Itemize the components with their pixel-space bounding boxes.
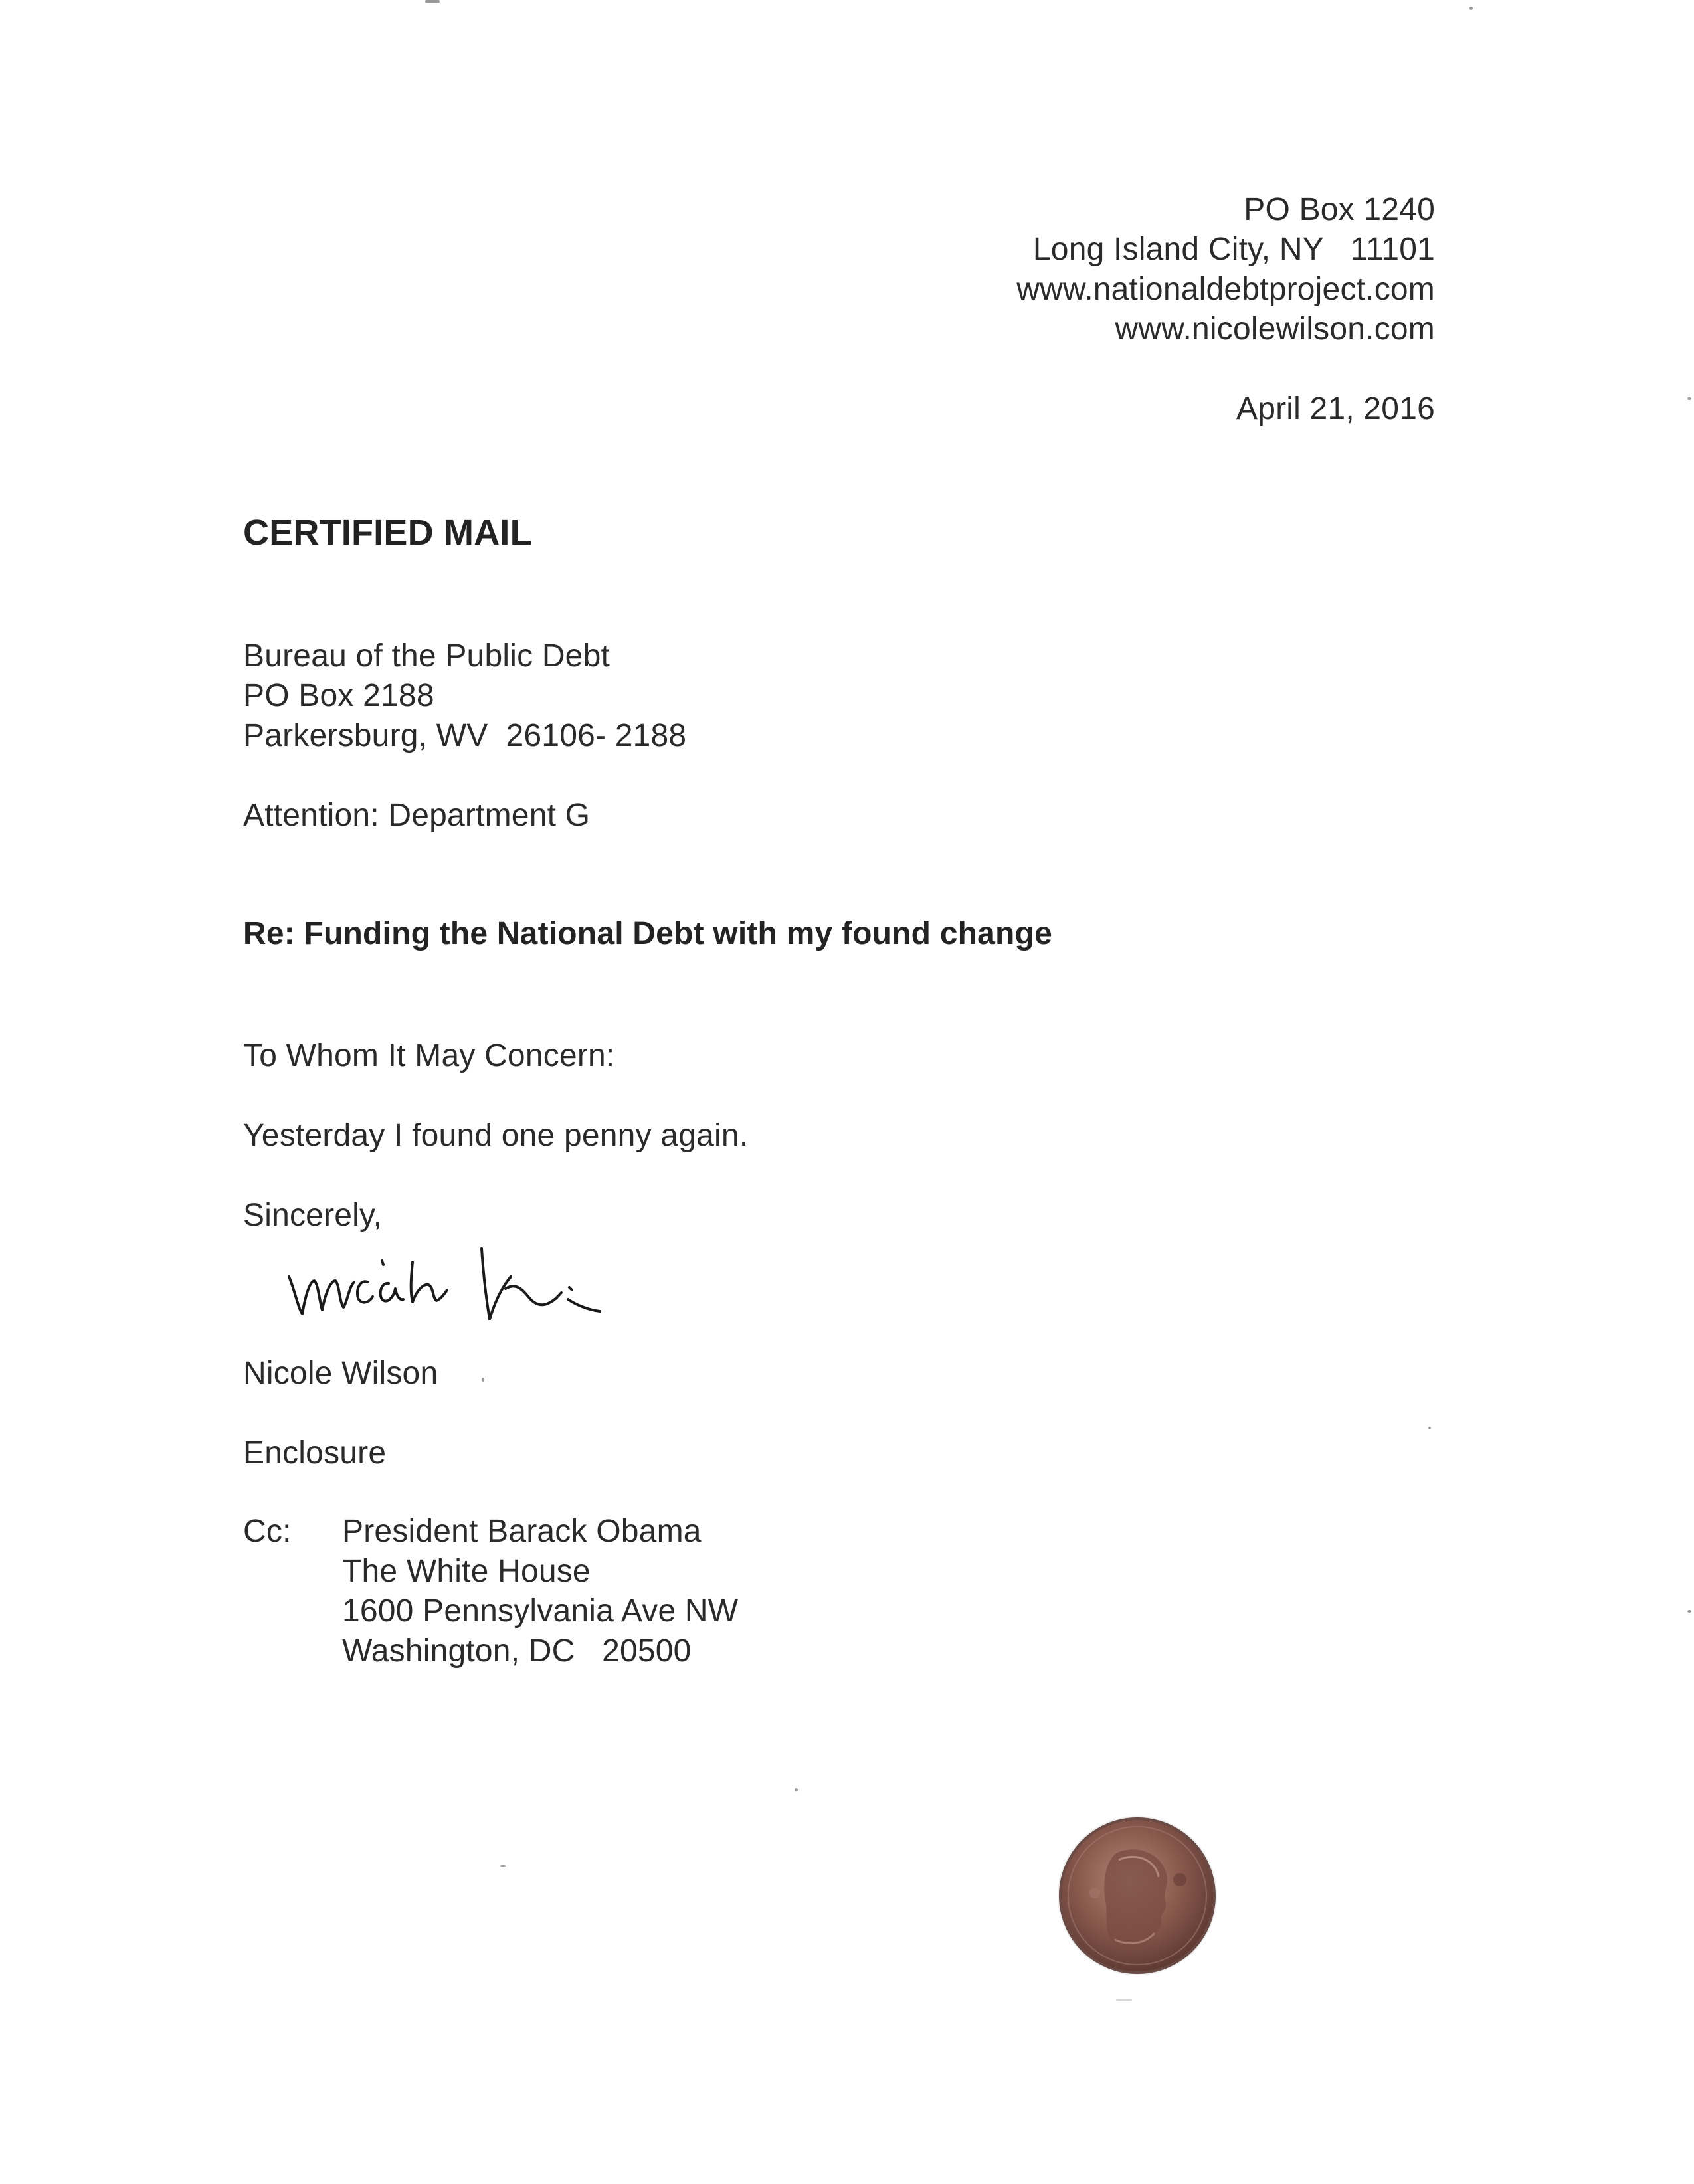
salutation: To Whom It May Concern:: [243, 1038, 615, 1073]
sender-address-block: [1016, 190, 1435, 349]
scan-speck: [482, 1378, 484, 1382]
subject-line: Re: Funding the National Debt with my found change: [243, 916, 1052, 951]
cc-line: The White House: [342, 1554, 591, 1589]
scan-speck: [1687, 397, 1691, 400]
cc-address-block: [342, 1512, 738, 1671]
scan-speck: [425, 0, 440, 3]
recipient-city-state-zip: Parkersburg, WV 26106- 2188: [243, 718, 687, 753]
certified-mail-heading: CERTIFIED MAIL: [243, 513, 532, 553]
scan-speck: [500, 1865, 506, 1867]
cc-line: Washington, DC 20500: [342, 1633, 692, 1669]
closing: Sincerely,: [243, 1198, 383, 1233]
scan-speck: [1469, 7, 1473, 10]
scan-speck: [1687, 1610, 1691, 1613]
penny-coin-image: [1055, 1813, 1220, 1978]
recipient-address-block: [243, 636, 686, 756]
cc-label: Cc:: [243, 1514, 292, 1549]
cc-line: 1600 Pennsylvania Ave NW: [342, 1593, 739, 1629]
recipient-name: Bureau of the Public Debt: [243, 638, 611, 674]
recipient-po-box: PO Box 2188: [243, 678, 434, 713]
cc-line: President Barack Obama: [342, 1514, 702, 1549]
handwritten-signature: [282, 1235, 628, 1335]
sender-city-state-zip: Long Island City, NY 11101: [1032, 232, 1435, 267]
scan-speck: [1428, 1427, 1431, 1429]
letter-date: April 21, 2016: [1236, 391, 1435, 426]
body-text: Yesterday I found one penny again.: [243, 1118, 749, 1153]
sender-website-2: www.nicolewilson.com: [1115, 312, 1435, 347]
signer-name: Nicole Wilson: [243, 1356, 438, 1391]
attention-line: Attention: Department G: [243, 798, 591, 833]
sender-po-box: PO Box 1240: [1244, 192, 1435, 227]
scan-speck: [1116, 1999, 1132, 2001]
sender-website-1: www.nationaldebtproject.com: [1016, 272, 1435, 307]
scan-speck: [795, 1788, 798, 1791]
enclosure-notation: Enclosure: [243, 1435, 387, 1471]
